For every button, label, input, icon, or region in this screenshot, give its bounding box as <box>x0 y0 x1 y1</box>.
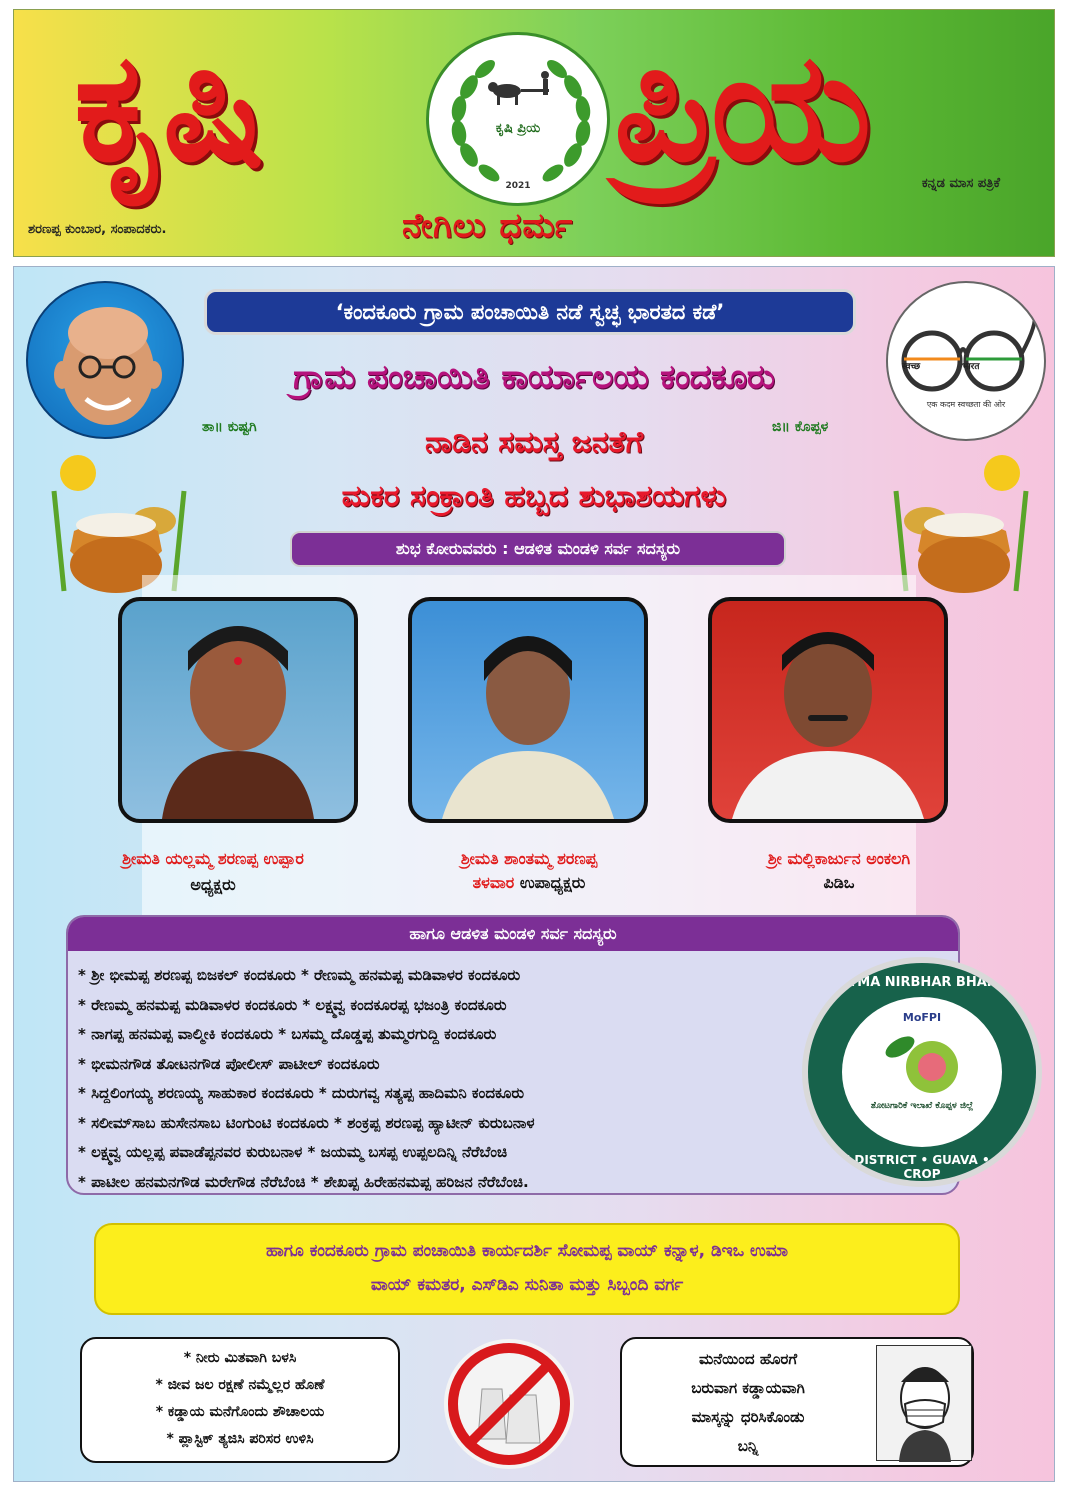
official-role-2: ಉಪಾಧ್ಯಕ್ಷರು <box>519 873 586 892</box>
editor-credit: ಶರಣಪ್ಪ ಕುಂಬಾರ, ಸಂಪಾದಕರು. <box>28 222 167 237</box>
list-item: * ಸಿದ್ದಲಿಂಗಯ್ಯ ಶರಣಯ್ಯ ಸಾಹುಕಾರ ಕಂದಕೂರು * ದುರುಗವ್ವ ಸತ್ಯಪ್ಪ ಹಾದಿಮನಿ ಕಂದಕೂರು <box>78 1084 525 1102</box>
list-item: * ಸಲೀಮ್‌ಸಾಬ ಹುಸೇನಸಾಬ ಟಿಂಗುಂಟಿ ಕಂದಕೂರು * ಶಂಕ್ರಪ್ಪ ಶರಣಪ್ಪ ಹ್ಯಾಟೀನ್ ಕುರುಬನಾಳ <box>78 1113 535 1132</box>
tip-item: * ಪ್ಲಾಸ್ಟಿಕ್ ತ್ಯಜಿಸಿ ಪರಿಸರ ಉಳಿಸಿ <box>166 1431 314 1447</box>
slogan-banner: ‘ಕಂದಕೂರು ಗ್ರಾಮ ಪಂಚಾಯಿತಿ ನಡೆ ಸ್ವಚ್ಛ ಭಾರತದ ಕಡೆ’ <box>204 289 856 335</box>
mask-notice-box <box>620 1337 974 1467</box>
official-photo-2 <box>408 597 648 823</box>
masthead-subtitle: ಕನ್ನಡ ಮಾಸ ಪತ್ರಿಕೆ <box>921 176 1000 191</box>
guava-badge-icon <box>802 957 1042 1187</box>
wreath-plough-emblem-icon <box>426 32 610 206</box>
badge-dept: ತೋಟಗಾರಿಕೆ ಇಲಾಖೆ ಕೊಪ್ಪಳ ಜಿಲ್ಲೆ <box>870 1101 974 1111</box>
list-item: * ಪಾಟೀಲ ಹನಮನಗೌಡ ಮರೇಗೌಡ ನೆರೆಬೆಂಚಿ * ಶೇಖಪ್ಪ ಹಿರೇಹನಮಪ್ಪ ಹರಿಜನ ನೆರೆಬೆಂಚಿ. <box>78 1172 529 1191</box>
official-surname-2: ತಳವಾರ <box>472 873 515 892</box>
greeting-line-1: ನಾಡಿನ ಸಮಸ್ತ ಜನತೆಗೆ <box>424 425 644 460</box>
wishers-banner: ಶುಭ ಕೋರುವವರು : ಆಡಳಿತ ಮಂಡಳಿ ಸರ್ವ ಸದಸ್ಯರು <box>290 531 786 567</box>
official-photo-3 <box>708 597 948 823</box>
masthead-title-right: ಪ್ರಿಯ <box>614 21 866 195</box>
official-role-1: ಅಧ್ಯಕ್ಷರು <box>190 875 236 894</box>
greeting-poster <box>13 266 1055 1482</box>
masthead-title-left: ಕೃಷಿ <box>74 21 259 195</box>
logo-year: 2021 <box>505 181 531 191</box>
list-item: * ಭೀಮನಗೌಡ ತೋಟನಗೌಡ ಪೋಲೀಸ್ ಪಾಟೀಲ್ ಕಂದಕೂರು <box>78 1054 380 1073</box>
mask-line: ಮಾಸ್ಕನ್ನು ಧರಿಸಿಕೊಂಡು <box>691 1408 805 1426</box>
badge-org: MoFPI <box>902 1011 942 1024</box>
swachh-bharat-spectacles-icon <box>886 281 1046 441</box>
mask-line: ಬನ್ನಿ <box>737 1437 759 1455</box>
taluk-label: ತಾ॥ ಕುಷ್ಟಗಿ <box>202 419 257 435</box>
swachh-right-word: भारत <box>962 362 980 372</box>
mask-notice-text <box>630 1345 866 1461</box>
greeting-line-2: ಮಕರ ಸಂಕ್ರಾಂತಿ ಹಬ್ಬದ ಶುಭಾಶಯಗಳು <box>341 479 727 514</box>
staff-box <box>94 1223 960 1315</box>
members-list <box>78 961 808 1195</box>
swachh-caption: एक कदम स्वच्छता की ओर <box>926 400 1006 409</box>
mask-line: ಮನೆಯಿಂದ ಹೊರಗೆ <box>698 1350 798 1368</box>
list-item: * ಶ್ರೀ ಭೀಮಪ್ಪ ಶರಣಪ್ಪ ಬಿಜಕಲ್ ಕಂದಕೂರು * ರೇಣಮ್ಮ ಹನಮಪ್ಪ ಮಡಿವಾಳರ ಕಂದಕೂರು <box>78 966 521 984</box>
face-mask-icon <box>876 1345 972 1461</box>
list-item: * ರೇಣಮ್ಮ ಹನಮಪ್ಪ ಮಡಿವಾಳರ ಕಂದಕೂರು * ಲಕ್ಷ್ಮವ್ವ ಕಂದಕೂರಪ್ಪ ಭಜಂತ್ರಿ ಕಂದಕೂರು <box>78 995 507 1014</box>
badge-inner <box>842 997 1002 1147</box>
official-name-1: ಶ್ರೀಮತಿ ಯಲ್ಲಮ್ಮ ಶರಣಪ್ಪ ಉಪ್ಪಾರ <box>122 849 304 868</box>
tip-item: * ಕಡ್ಡಾಯ ಮನೆಗೊಂದು ಶೌಚಾಲಯ <box>155 1404 325 1420</box>
badge-top-text: AATMA NIRBHAR BHARAT <box>829 975 1015 990</box>
list-item: * ನಾಗಪ್ಪ ಹನಮಪ್ಪ ವಾಲ್ಮೀಕಿ ಕಂದಕೂರು * ಬಸಮ್ಮ ದೊಡ್ಡಪ್ಪ ತುಮ್ಮರಗುದ್ದಿ ಕಂದಕೂರು <box>78 1025 497 1043</box>
masthead-tagline: ನೇಗಿಲು ಧರ್ಮ <box>402 206 574 246</box>
gandhi-portrait-icon <box>26 281 184 439</box>
staff-line-2: ವಾಯ್ ಕಮತರ, ಎಸ್‌ಡಿಎ ಸುನಿತಾ ಮತ್ತು ಸಿಬ್ಬಂದಿ ವರ್ಗ <box>370 1275 684 1295</box>
masthead <box>13 9 1055 257</box>
tip-item: * ಜೀವ ಜಲ ರಕ್ಷಣೆ ನಮ್ಮೆಲ್ಲರ ಹೊಣೆ <box>155 1377 325 1393</box>
logo-text: ಕೃಷಿ ಪ್ರಿಯ <box>495 121 541 136</box>
district-label: ಜಿ॥ ಕೊಪ್ಪಳ <box>772 419 829 435</box>
swachh-left-word: स्वच्छ <box>902 362 921 372</box>
members-header: ಹಾಗೂ ಆಡಳಿತ ಮಂಡಳಿ ಸರ್ವ ಸದಸ್ಯರು <box>68 917 958 951</box>
office-title: ಗ್ರಾಮ ಪಂಚಾಯಿತಿ ಕಾರ್ಯಾಲಯ ಕಂದಕೂರು <box>293 357 775 396</box>
official-role-3: ಪಿಡಿಒ <box>823 873 855 892</box>
official-name-2-line-2 <box>384 873 674 893</box>
staff-line-1: ಹಾಗೂ ಕಂದಕೂರು ಗ್ರಾಮ ಪಂಚಾಯಿತಿ ಕಾರ್ಯದರ್ಶಿ ಸೋಮಪ್ಪ ವಾಯ್ ಕನ್ನಾಳ, ಡಿಇಒ ಉಮಾ <box>266 1241 788 1261</box>
tip-item: * ನೀರು ಮಿತವಾಗಿ ಬಳಸಿ <box>183 1350 297 1366</box>
official-photo-1 <box>118 597 358 823</box>
no-plastic-bag-icon <box>444 1339 574 1469</box>
tips-box <box>80 1337 400 1463</box>
list-item: * ಲಕ್ಷ್ಮವ್ವ ಯಲ್ಲಪ್ಪ ಪವಾಡೆಪ್ಪನವರ ಕುರುಬನಾಳ * ಜಯಮ್ಮ ಬಸಪ್ಪ ಉಪ್ಪಲದಿನ್ನಿ ನೆರೆಬೆಂಚಿ <box>78 1143 508 1161</box>
official-name-3: ಶ್ರೀ ಮಲ್ಲಿಕಾರ್ಜುನ ಅಂಕಲಗಿ <box>767 849 911 868</box>
mask-line: ಬರುವಾಗ ಕಡ್ಡಾಯವಾಗಿ <box>691 1379 805 1397</box>
official-name-2: ಶ್ರೀಮತಿ ಶಾಂತಮ್ಮ ಶರಣಪ್ಪ <box>460 849 598 868</box>
badge-bottom-text: ONE DISTRICT • GUAVA • ONE CROP <box>821 1153 1023 1181</box>
